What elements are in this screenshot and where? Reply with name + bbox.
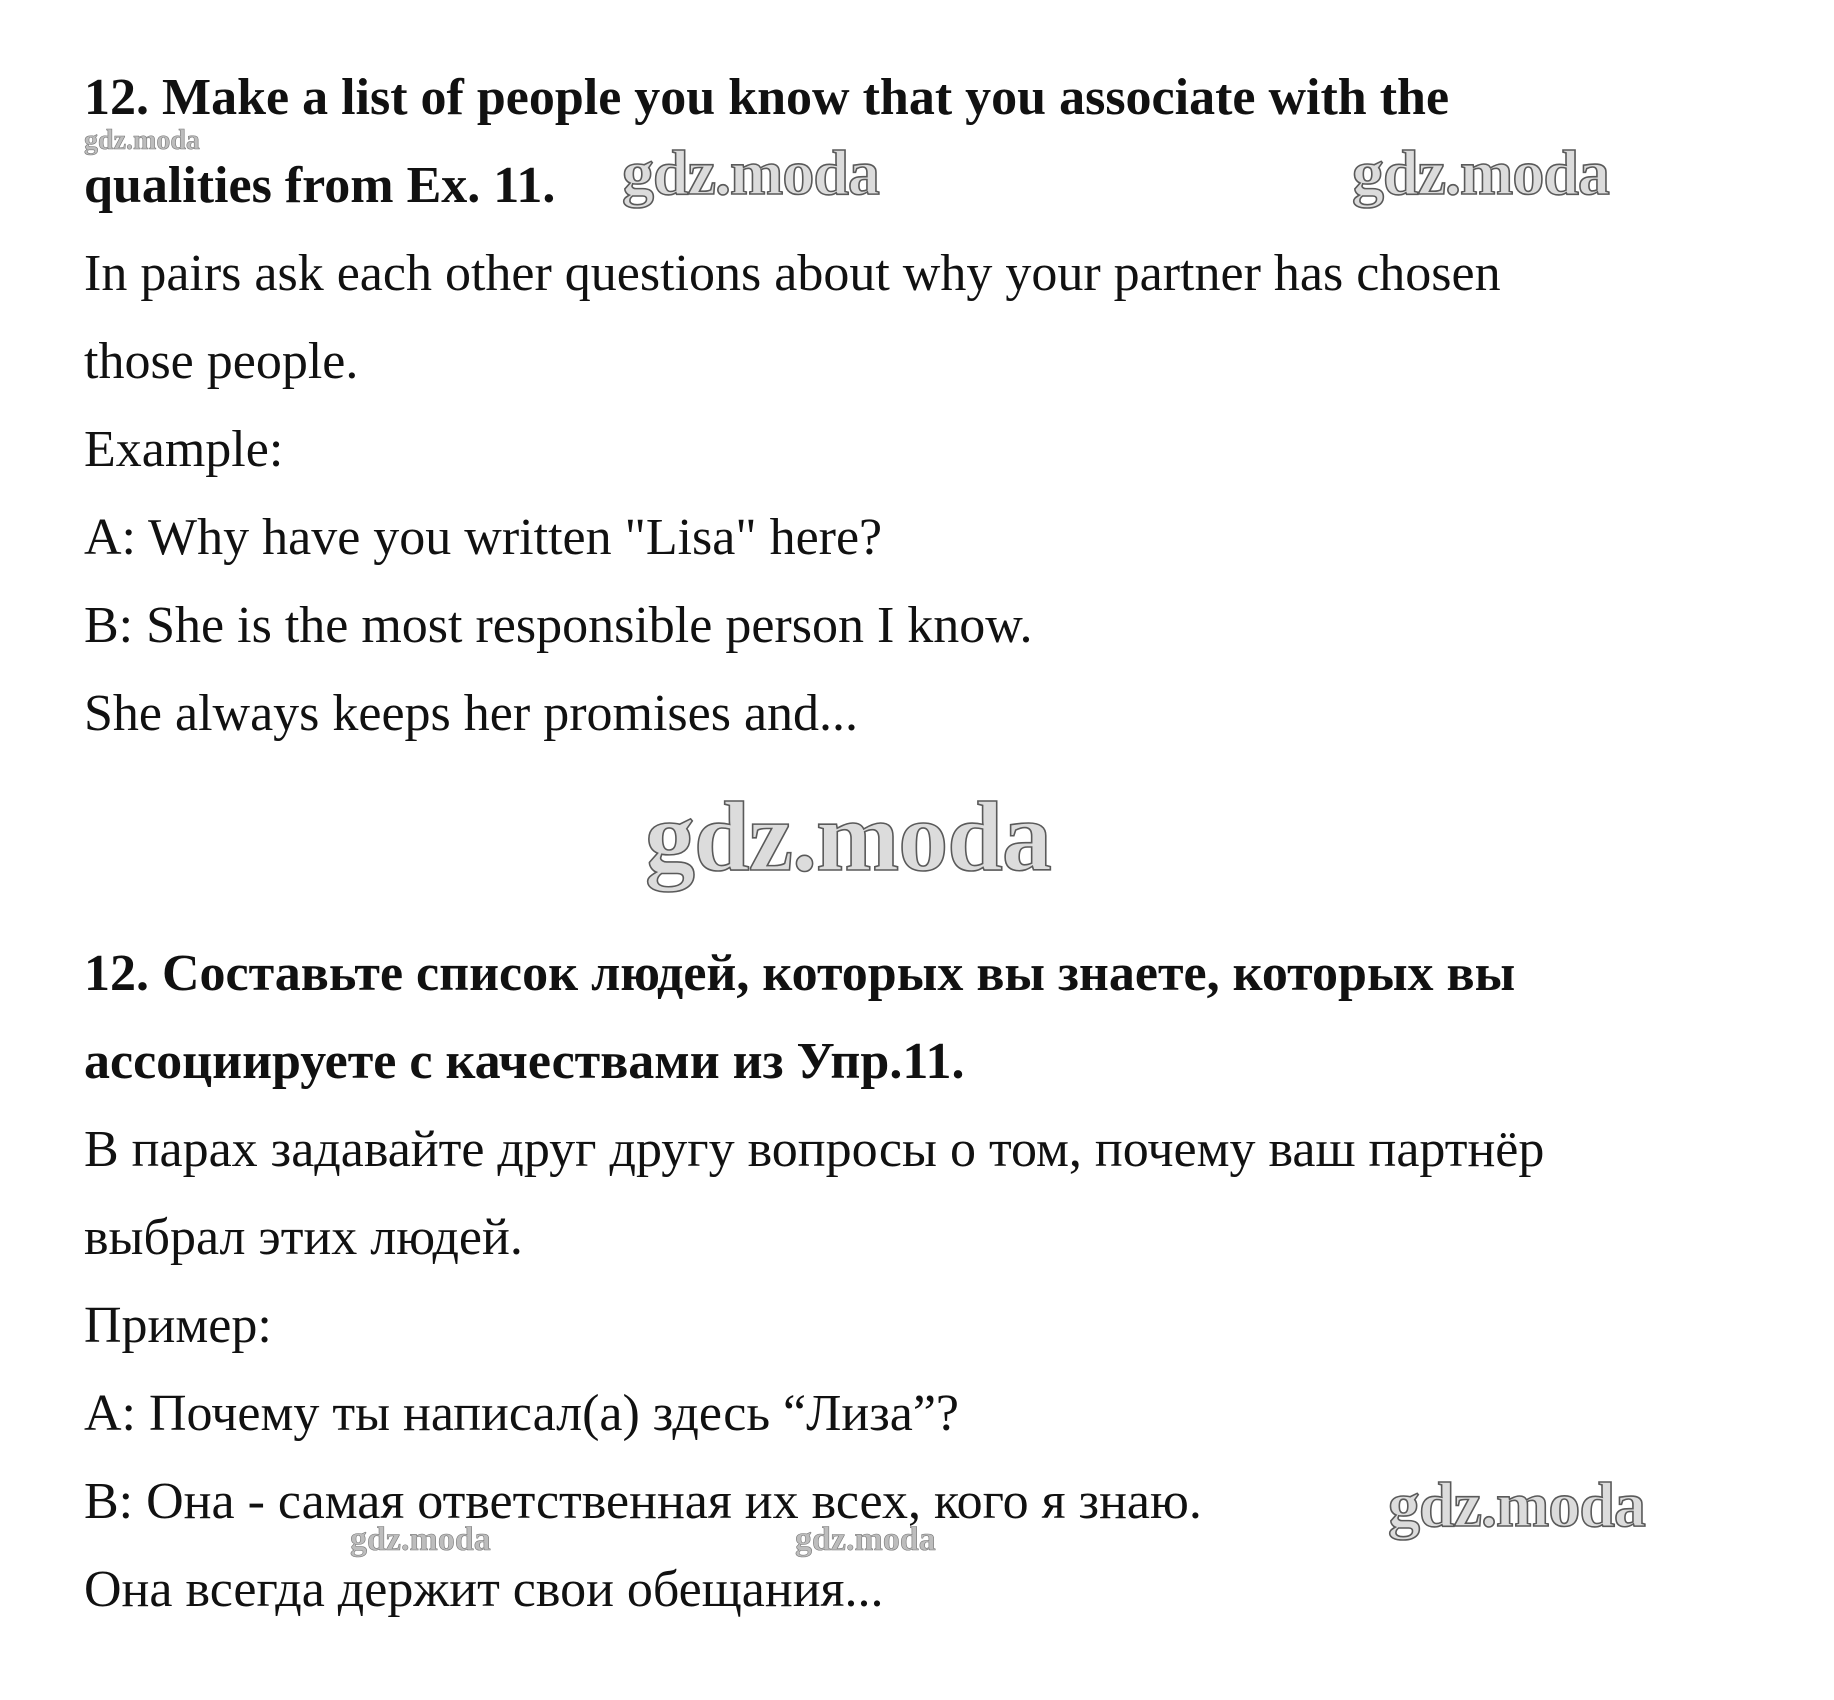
- dialogue-ru-b: В: Она - самая ответственная их всех, кого я знаю.: [84, 1473, 1202, 1530]
- dialogue-ru-a: А: Почему ты написал(а) здесь “Лиза”?: [84, 1385, 959, 1442]
- example-label-ru: Пример:: [84, 1297, 272, 1354]
- watermark-small-top-left: gdz.moda: [84, 125, 200, 156]
- dialogue-en-b: B: She is the most responsible person I know.: [84, 597, 1033, 654]
- instruction-ru-line1: В парах задавайте друг другу вопросы о том, почему ваш партнёр: [84, 1121, 1545, 1178]
- dialogue-en-a: A: Why have you written "Lisa" here?: [84, 509, 883, 566]
- dialogue-en-b-continued: She always keeps her promises and...: [84, 685, 859, 742]
- watermark-small-bottom-left: gdz.moda: [350, 1521, 491, 1558]
- exercise-heading-ru-line2: ассоциируете с качествами из Упр.11.: [84, 1033, 965, 1090]
- instruction-ru-line2: выбрал этих людей.: [84, 1209, 523, 1266]
- exercise-heading-ru-line1: 12. Составьте список людей, которых вы знаете, которых вы: [84, 945, 1516, 1002]
- exercise-heading-en-line1: 12. Make a list of people you know that you associate with the: [84, 69, 1450, 126]
- watermark-top-right: gdz.moda: [1352, 137, 1609, 208]
- watermark-top-middle: gdz.moda: [622, 137, 879, 208]
- example-label-en: Example:: [84, 421, 284, 478]
- watermark-center-large: gdz.moda: [645, 781, 1051, 892]
- watermark-bottom-right: gdz.moda: [1388, 1469, 1645, 1540]
- instruction-en-line2: those people.: [84, 333, 359, 390]
- watermark-small-bottom-middle: gdz.moda: [795, 1521, 936, 1558]
- dialogue-ru-b-continued: Она всегда держит свои обещания...: [84, 1561, 884, 1618]
- instruction-en-line1: In pairs ask each other questions about why your partner has chosen: [84, 245, 1501, 302]
- exercise-heading-en-line2: qualities from Ex. 11.: [84, 157, 556, 214]
